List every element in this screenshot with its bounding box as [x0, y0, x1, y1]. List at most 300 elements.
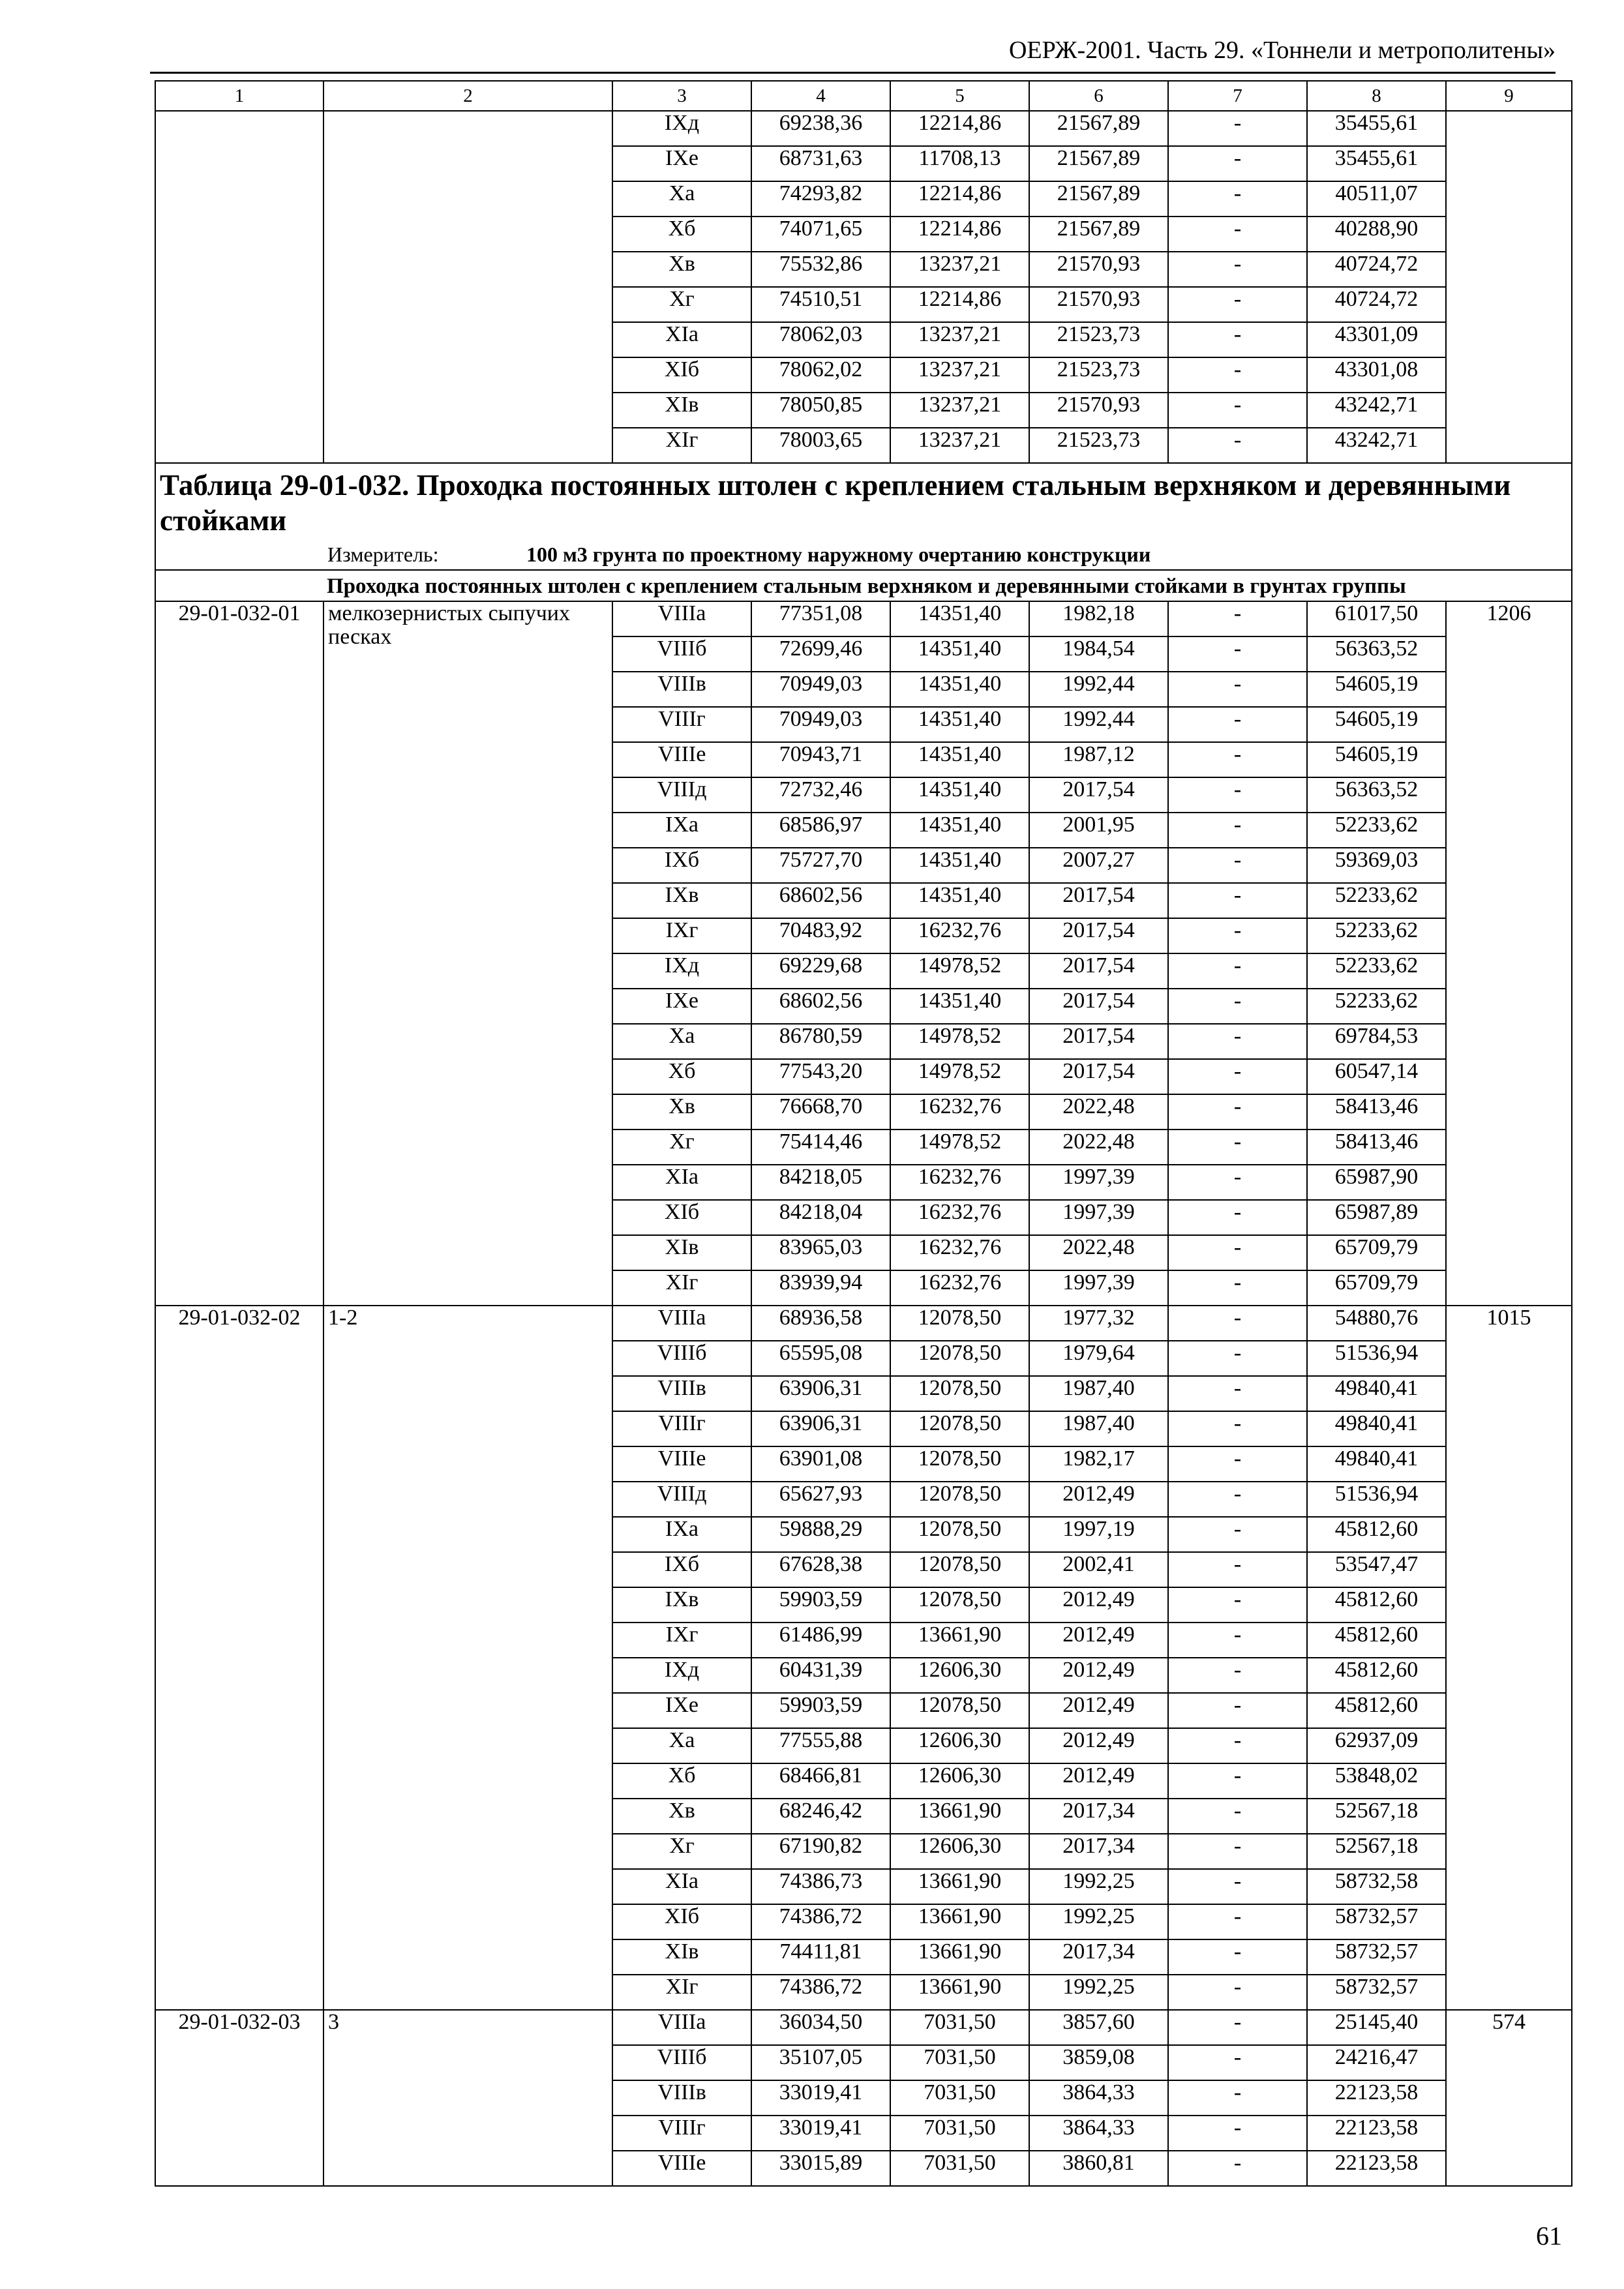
- value-cell: 2012,49: [1029, 1587, 1168, 1623]
- value-cell: 14351,40: [890, 672, 1029, 707]
- soil-category-cell: XIв: [612, 393, 751, 428]
- value-cell: -: [1168, 146, 1307, 181]
- value-cell: 13237,21: [890, 393, 1029, 428]
- value-cell: 21523,73: [1029, 428, 1168, 463]
- value-cell: 58732,57: [1307, 1904, 1446, 1939]
- value-cell: 69784,53: [1307, 1024, 1446, 1059]
- value-cell: 74510,51: [751, 287, 890, 322]
- value-cell: 14978,52: [890, 1130, 1029, 1165]
- value-cell: 14351,40: [890, 777, 1029, 813]
- value-cell: 33019,41: [751, 2116, 890, 2151]
- soil-category-cell: VIIIд: [612, 777, 751, 813]
- soil-category-cell: Xв: [612, 252, 751, 287]
- column-number: 6: [1029, 81, 1168, 111]
- value-cell: 2017,54: [1029, 1024, 1168, 1059]
- value-cell: 65987,90: [1307, 1165, 1446, 1200]
- value-cell: 7031,50: [890, 2151, 1029, 2186]
- value-cell: 53547,47: [1307, 1552, 1446, 1587]
- value-cell: 12078,50: [890, 1446, 1029, 1482]
- value-cell: 3859,08: [1029, 2045, 1168, 2080]
- soil-category-cell: IXе: [612, 989, 751, 1024]
- value-cell: -: [1168, 1693, 1307, 1728]
- value-cell: -: [1168, 1587, 1307, 1623]
- value-cell: 58413,46: [1307, 1094, 1446, 1130]
- value-cell: -: [1168, 918, 1307, 953]
- name-cell: [323, 111, 612, 463]
- value-cell: 43301,09: [1307, 322, 1446, 357]
- soil-category-cell: VIIIв: [612, 1376, 751, 1411]
- value-cell: 58732,57: [1307, 1975, 1446, 2010]
- soil-category-cell: Xа: [612, 1024, 751, 1059]
- value-cell: 61017,50: [1307, 601, 1446, 636]
- value-cell: 16232,76: [890, 1270, 1029, 1306]
- value-cell: 12606,30: [890, 1728, 1029, 1763]
- value-cell: -: [1168, 393, 1307, 428]
- value-cell: 70483,92: [751, 918, 890, 953]
- value-cell: 12078,50: [890, 1587, 1029, 1623]
- value-cell: 75414,46: [751, 1130, 890, 1165]
- value-cell: 13661,90: [890, 1904, 1029, 1939]
- value-cell: 78062,03: [751, 322, 890, 357]
- value-cell: 78003,65: [751, 428, 890, 463]
- value-cell: 2012,49: [1029, 1658, 1168, 1693]
- value-cell: 14351,40: [890, 601, 1029, 636]
- soil-category-cell: XIб: [612, 357, 751, 393]
- table-row: [155, 1306, 1572, 1341]
- value-cell: 12606,30: [890, 1834, 1029, 1869]
- value-cell: -: [1168, 1799, 1307, 1834]
- value-cell: 45812,60: [1307, 1587, 1446, 1623]
- value-cell: -: [1168, 1376, 1307, 1411]
- value-cell: 35455,61: [1307, 111, 1446, 146]
- value-cell: 2017,54: [1029, 883, 1168, 918]
- value-cell: 52567,18: [1307, 1799, 1446, 1834]
- value-cell: 77543,20: [751, 1059, 890, 1094]
- value-cell: 12606,30: [890, 1763, 1029, 1799]
- value-cell: 40511,07: [1307, 181, 1446, 217]
- value-cell: 13661,90: [890, 1975, 1029, 2010]
- soil-category-cell: XIг: [612, 1270, 751, 1306]
- value-cell: 13237,21: [890, 357, 1029, 393]
- value-cell: 56363,52: [1307, 636, 1446, 672]
- value-cell: 63906,31: [751, 1411, 890, 1446]
- value-cell: 65709,79: [1307, 1235, 1446, 1270]
- value-cell: -: [1168, 1869, 1307, 1904]
- table-body: [155, 81, 1572, 2186]
- value-cell: 36034,50: [751, 2010, 890, 2045]
- value-cell: -: [1168, 601, 1307, 636]
- price-table: [155, 80, 1572, 2187]
- value-cell: -: [1168, 636, 1307, 672]
- value-cell: 21570,93: [1029, 287, 1168, 322]
- soil-category-cell: XIа: [612, 322, 751, 357]
- value-cell: 53848,02: [1307, 1763, 1446, 1799]
- soil-category-cell: IXе: [612, 146, 751, 181]
- value-cell: 67628,38: [751, 1552, 890, 1587]
- value-cell: 54605,19: [1307, 742, 1446, 777]
- value-cell: 61486,99: [751, 1623, 890, 1658]
- value-cell: 62937,09: [1307, 1728, 1446, 1763]
- value-cell: 12214,86: [890, 217, 1029, 252]
- value-cell: 2002,41: [1029, 1552, 1168, 1587]
- value-cell: -: [1168, 1094, 1307, 1130]
- value-cell: 77351,08: [751, 601, 890, 636]
- meter-label: Измеритель:: [327, 543, 439, 567]
- value-cell: 49840,41: [1307, 1376, 1446, 1411]
- soil-category-cell: VIIIб: [612, 2045, 751, 2080]
- soil-category-cell: VIIIв: [612, 672, 751, 707]
- value-cell: 2022,48: [1029, 1130, 1168, 1165]
- value-cell: -: [1168, 287, 1307, 322]
- value-cell: 1992,44: [1029, 672, 1168, 707]
- value-cell: 3864,33: [1029, 2116, 1168, 2151]
- soil-category-cell: Xб: [612, 217, 751, 252]
- soil-category-cell: VIIIе: [612, 1446, 751, 1482]
- value-cell: 1992,44: [1029, 707, 1168, 742]
- column-number: 3: [612, 81, 751, 111]
- value-cell: 75727,70: [751, 848, 890, 883]
- meter-value: 100 м3 грунта по проектному наружному очертанию конструкции: [526, 543, 1151, 567]
- table-title-row: [155, 463, 1572, 541]
- value-cell: -: [1168, 1059, 1307, 1094]
- value-cell: 14351,40: [890, 848, 1029, 883]
- value-cell: 84218,04: [751, 1200, 890, 1235]
- value-cell: 52233,62: [1307, 989, 1446, 1024]
- value-cell: -: [1168, 1270, 1307, 1306]
- value-cell: 13661,90: [890, 1869, 1029, 1904]
- value-cell: 74386,73: [751, 1869, 890, 1904]
- soil-category-cell: Xг: [612, 287, 751, 322]
- value-cell: -: [1168, 1975, 1307, 2010]
- soil-category-cell: IXг: [612, 918, 751, 953]
- value-cell: 1984,54: [1029, 636, 1168, 672]
- value-cell: 13661,90: [890, 1939, 1029, 1975]
- value-cell: 35455,61: [1307, 146, 1446, 181]
- value-cell: -: [1168, 742, 1307, 777]
- value-cell: 12078,50: [890, 1376, 1029, 1411]
- value-cell: -: [1168, 1939, 1307, 1975]
- value-cell: 14978,52: [890, 1059, 1029, 1094]
- value-cell: 43242,71: [1307, 393, 1446, 428]
- value-cell: 14351,40: [890, 707, 1029, 742]
- soil-category-cell: XIг: [612, 428, 751, 463]
- value-cell: 70949,03: [751, 707, 890, 742]
- value-cell: 14351,40: [890, 636, 1029, 672]
- value-cell: 49840,41: [1307, 1411, 1446, 1446]
- value-cell: -: [1168, 672, 1307, 707]
- section-title: Проходка постоянных штолен с креплением стальным верхняком и деревянными стойками в грунтах группы: [155, 570, 1572, 601]
- meter-row: [155, 541, 1572, 570]
- value-cell: 1997,39: [1029, 1165, 1168, 1200]
- value-cell: 74411,81: [751, 1939, 890, 1975]
- value-cell: 1987,40: [1029, 1411, 1168, 1446]
- value-cell: -: [1168, 1165, 1307, 1200]
- value-cell: 72699,46: [751, 636, 890, 672]
- column-number: 1: [155, 81, 323, 111]
- value-cell: 14978,52: [890, 1024, 1029, 1059]
- soil-category-cell: Xг: [612, 1834, 751, 1869]
- value-cell: 2017,54: [1029, 918, 1168, 953]
- value-cell: 1987,12: [1029, 742, 1168, 777]
- value-cell: 21523,73: [1029, 357, 1168, 393]
- value-cell: 59888,29: [751, 1517, 890, 1552]
- value-cell: 75532,86: [751, 252, 890, 287]
- column-number-row: [155, 81, 1572, 111]
- value-cell: 1982,18: [1029, 601, 1168, 636]
- value-cell: 60547,14: [1307, 1059, 1446, 1094]
- value-cell: 54880,76: [1307, 1306, 1446, 1341]
- value-cell: 14351,40: [890, 883, 1029, 918]
- value-cell: 68602,56: [751, 989, 890, 1024]
- value-cell: -: [1168, 1517, 1307, 1552]
- value-cell: 74386,72: [751, 1975, 890, 2010]
- col9-value: 574: [1446, 2010, 1572, 2186]
- value-cell: 49840,41: [1307, 1446, 1446, 1482]
- value-cell: 45812,60: [1307, 1658, 1446, 1693]
- value-cell: 22123,58: [1307, 2116, 1446, 2151]
- value-cell: -: [1168, 2045, 1307, 2080]
- value-cell: 1992,25: [1029, 1975, 1168, 2010]
- value-cell: 21567,89: [1029, 146, 1168, 181]
- value-cell: 12214,86: [890, 287, 1029, 322]
- value-cell: 51536,94: [1307, 1341, 1446, 1376]
- value-cell: 12078,50: [890, 1552, 1029, 1587]
- value-cell: 52233,62: [1307, 953, 1446, 989]
- value-cell: 40288,90: [1307, 217, 1446, 252]
- value-cell: 45812,60: [1307, 1517, 1446, 1552]
- value-cell: 12078,50: [890, 1517, 1029, 1552]
- value-cell: 14351,40: [890, 813, 1029, 848]
- value-cell: 67190,82: [751, 1834, 890, 1869]
- col9-value: 1015: [1446, 1306, 1572, 2010]
- value-cell: 16232,76: [890, 1094, 1029, 1130]
- value-cell: 1982,17: [1029, 1446, 1168, 1482]
- value-cell: 1987,40: [1029, 1376, 1168, 1411]
- table-row: [155, 111, 1572, 146]
- value-cell: 65987,89: [1307, 1200, 1446, 1235]
- soil-category-cell: IXв: [612, 1587, 751, 1623]
- value-cell: 12078,50: [890, 1341, 1029, 1376]
- soil-category-cell: Xа: [612, 1728, 751, 1763]
- soil-category-cell: XIа: [612, 1869, 751, 1904]
- value-cell: -: [1168, 252, 1307, 287]
- soil-category-cell: IXв: [612, 883, 751, 918]
- value-cell: -: [1168, 1482, 1307, 1517]
- value-cell: 65595,08: [751, 1341, 890, 1376]
- value-cell: 2022,48: [1029, 1235, 1168, 1270]
- value-cell: -: [1168, 989, 1307, 1024]
- value-cell: 77555,88: [751, 1728, 890, 1763]
- soil-category-cell: VIIIа: [612, 2010, 751, 2045]
- value-cell: -: [1168, 813, 1307, 848]
- column-number: 7: [1168, 81, 1307, 111]
- value-cell: 63901,08: [751, 1446, 890, 1482]
- value-cell: -: [1168, 1904, 1307, 1939]
- value-cell: -: [1168, 777, 1307, 813]
- soil-category-cell: IXа: [612, 813, 751, 848]
- soil-category-cell: XIв: [612, 1939, 751, 1975]
- soil-category-cell: XIа: [612, 1165, 751, 1200]
- value-cell: 1979,64: [1029, 1341, 1168, 1376]
- soil-category-cell: Xб: [612, 1059, 751, 1094]
- soil-category-cell: Xг: [612, 1130, 751, 1165]
- value-cell: -: [1168, 1235, 1307, 1270]
- value-cell: 12078,50: [890, 1482, 1029, 1517]
- value-cell: 58732,58: [1307, 1869, 1446, 1904]
- value-cell: 45812,60: [1307, 1693, 1446, 1728]
- value-cell: 59369,03: [1307, 848, 1446, 883]
- value-cell: 2022,48: [1029, 1094, 1168, 1130]
- value-cell: 65709,79: [1307, 1270, 1446, 1306]
- value-cell: -: [1168, 2080, 1307, 2116]
- soil-category-cell: IXд: [612, 953, 751, 989]
- value-cell: 1992,25: [1029, 1869, 1168, 1904]
- value-cell: 1992,25: [1029, 1904, 1168, 1939]
- value-cell: 7031,50: [890, 2116, 1029, 2151]
- rate-name: 1-2: [323, 1306, 612, 2010]
- soil-category-cell: Xб: [612, 1763, 751, 1799]
- table-title: Таблица 29-01-032. Проходка постоянных штолен с креплением стальным верхняком и деревянными стойками: [155, 463, 1572, 541]
- value-cell: 12078,50: [890, 1693, 1029, 1728]
- value-cell: 2017,34: [1029, 1939, 1168, 1975]
- value-cell: 1997,19: [1029, 1517, 1168, 1552]
- value-cell: 78050,85: [751, 393, 890, 428]
- soil-category-cell: VIIIд: [612, 1482, 751, 1517]
- value-cell: 58413,46: [1307, 1130, 1446, 1165]
- value-cell: 2012,49: [1029, 1693, 1168, 1728]
- rate-name: мелкозернистых сыпучих песках: [323, 601, 612, 1306]
- value-cell: 11708,13: [890, 146, 1029, 181]
- value-cell: 21570,93: [1029, 252, 1168, 287]
- value-cell: 2012,49: [1029, 1623, 1168, 1658]
- value-cell: -: [1168, 1728, 1307, 1763]
- value-cell: 7031,50: [890, 2010, 1029, 2045]
- value-cell: -: [1168, 1130, 1307, 1165]
- value-cell: -: [1168, 357, 1307, 393]
- code-cell: [155, 111, 323, 463]
- value-cell: -: [1168, 1552, 1307, 1587]
- value-cell: 69238,36: [751, 111, 890, 146]
- soil-category-cell: VIIIг: [612, 1411, 751, 1446]
- value-cell: 69229,68: [751, 953, 890, 989]
- value-cell: 14351,40: [890, 742, 1029, 777]
- soil-category-cell: VIIIа: [612, 601, 751, 636]
- value-cell: 21570,93: [1029, 393, 1168, 428]
- meter-cell: [155, 541, 1572, 570]
- value-cell: -: [1168, 953, 1307, 989]
- value-cell: 2017,54: [1029, 777, 1168, 813]
- value-cell: 84218,05: [751, 1165, 890, 1200]
- soil-category-cell: XIв: [612, 1235, 751, 1270]
- value-cell: -: [1168, 2151, 1307, 2186]
- soil-category-cell: VIIIг: [612, 707, 751, 742]
- value-cell: -: [1168, 1834, 1307, 1869]
- value-cell: 2001,95: [1029, 813, 1168, 848]
- value-cell: 59903,59: [751, 1587, 890, 1623]
- value-cell: 54605,19: [1307, 672, 1446, 707]
- value-cell: 2017,34: [1029, 1799, 1168, 1834]
- soil-category-cell: IXд: [612, 111, 751, 146]
- value-cell: 54605,19: [1307, 707, 1446, 742]
- value-cell: 2012,49: [1029, 1728, 1168, 1763]
- value-cell: 40724,72: [1307, 252, 1446, 287]
- soil-category-cell: VIIIа: [612, 1306, 751, 1341]
- value-cell: 2012,49: [1029, 1763, 1168, 1799]
- value-cell: -: [1168, 322, 1307, 357]
- rate-code: 29-01-032-01: [155, 601, 323, 1306]
- value-cell: -: [1168, 1341, 1307, 1376]
- rate-code: 29-01-032-03: [155, 2010, 323, 2186]
- value-cell: 3857,60: [1029, 2010, 1168, 2045]
- col9-value: 1206: [1446, 601, 1572, 1306]
- column-number: 4: [751, 81, 890, 111]
- value-cell: 1997,39: [1029, 1200, 1168, 1235]
- running-header: ОЕРЖ-2001. Часть 29. «Тоннели и метрополитены»: [150, 38, 1556, 74]
- value-cell: 59903,59: [751, 1693, 890, 1728]
- column-number: 9: [1446, 81, 1572, 111]
- soil-category-cell: XIг: [612, 1975, 751, 2010]
- value-cell: -: [1168, 1763, 1307, 1799]
- value-cell: -: [1168, 2010, 1307, 2045]
- value-cell: 78062,02: [751, 357, 890, 393]
- value-cell: -: [1168, 883, 1307, 918]
- value-cell: 21567,89: [1029, 181, 1168, 217]
- value-cell: -: [1168, 1200, 1307, 1235]
- value-cell: 13661,90: [890, 1799, 1029, 1834]
- value-cell: 12606,30: [890, 1658, 1029, 1693]
- value-cell: 68586,97: [751, 813, 890, 848]
- value-cell: 13237,21: [890, 322, 1029, 357]
- value-cell: -: [1168, 428, 1307, 463]
- value-cell: 52233,62: [1307, 883, 1446, 918]
- value-cell: 21523,73: [1029, 322, 1168, 357]
- value-cell: 12214,86: [890, 111, 1029, 146]
- value-cell: 70943,71: [751, 742, 890, 777]
- value-cell: -: [1168, 1024, 1307, 1059]
- soil-category-cell: IXб: [612, 1552, 751, 1587]
- value-cell: -: [1168, 111, 1307, 146]
- soil-category-cell: VIIIг: [612, 2116, 751, 2151]
- value-cell: 21567,89: [1029, 217, 1168, 252]
- value-cell: 3864,33: [1029, 2080, 1168, 2116]
- value-cell: 43301,08: [1307, 357, 1446, 393]
- value-cell: -: [1168, 1446, 1307, 1482]
- value-cell: 70949,03: [751, 672, 890, 707]
- value-cell: 83965,03: [751, 1235, 890, 1270]
- value-cell: 1997,39: [1029, 1270, 1168, 1306]
- value-cell: 7031,50: [890, 2080, 1029, 2116]
- value-cell: 16232,76: [890, 1165, 1029, 1200]
- value-cell: 24216,47: [1307, 2045, 1446, 2080]
- page-number: 61: [1536, 2221, 1562, 2251]
- value-cell: 65627,93: [751, 1482, 890, 1517]
- price-table-wrapper: [155, 80, 1561, 2187]
- value-cell: 68731,63: [751, 146, 890, 181]
- value-cell: 21567,89: [1029, 111, 1168, 146]
- rate-code: 29-01-032-02: [155, 1306, 323, 2010]
- soil-category-cell: VIIIе: [612, 742, 751, 777]
- soil-category-cell: VIIIб: [612, 636, 751, 672]
- soil-category-cell: Xа: [612, 181, 751, 217]
- column-number: 8: [1307, 81, 1446, 111]
- soil-category-cell: XIб: [612, 1904, 751, 1939]
- soil-category-cell: VIIIб: [612, 1341, 751, 1376]
- value-cell: 14351,40: [890, 989, 1029, 1024]
- rate-name: 3: [323, 2010, 612, 2186]
- value-cell: 22123,58: [1307, 2080, 1446, 2116]
- value-cell: 74071,65: [751, 217, 890, 252]
- value-cell: 16232,76: [890, 1235, 1029, 1270]
